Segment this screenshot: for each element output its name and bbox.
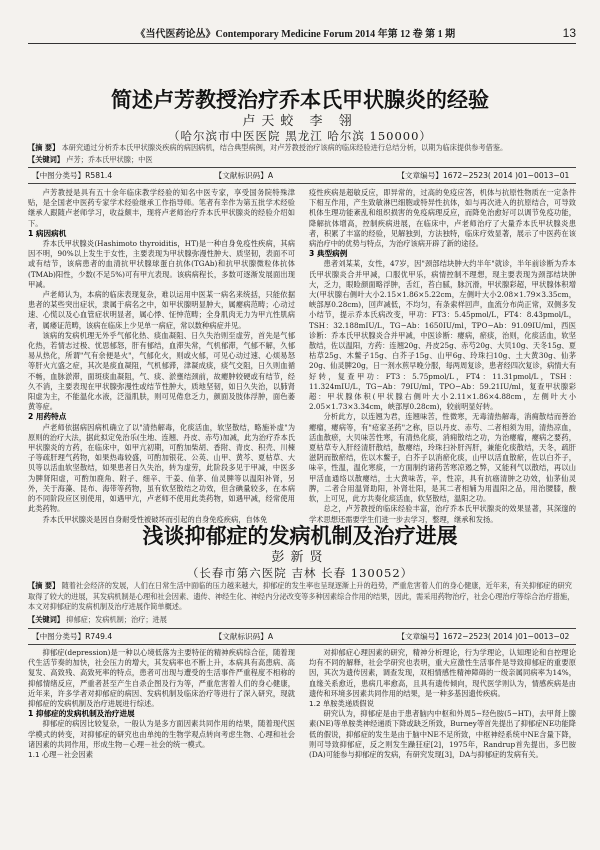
subsection-heading: 1.2 单胺类递质假说 <box>309 699 375 709</box>
article-id: 【文章编号】1672−2523( 2014 )01−0013−01 <box>397 171 570 180</box>
article2-keywords <box>28 615 576 626</box>
page-number: 13 <box>562 26 576 40</box>
keywords-text: 抑郁症；发病机制；治疗；进展 <box>66 615 167 624</box>
paragraph: 患者刘某某，女性，47岁，因"颈部结块肿大约半年"就诊，半年前诊断为乔本氏甲状腺炎合并甲减，口服优甲乐，病情控制不理想，现主要表现为颈部结块肿大，乏力，眼睑颜面略浮肿，舌红，苔白腻，脉沉滑，甲状腺彩超，甲状腺体积增大(甲状腺右侧叶大小2.15×1.86×5.22cm，左侧叶大小2.08×1.79×3.35cm，峡部厚0.28cm)，回声减低，不均匀，有条索样回声，血流分布尚正常，双侧多发小结节，提示乔本氏病改变，甲功：FT3：5.45pmol/L，FT4：8.43pmol/L，TSH：32.188mIU/L，TG−Ab：1650IU/ml，TPO−Ab：91.09IU/ml，西医诊断：乔本氏甲状腺炎合并甲减，中医诊断：瘿病，瘀痰，治则，化痰活血，软坚散结，佐以温阳，方药：连翘20g、丹皮25g、赤芍20g、大贝10g、天冬15g、夏枯草25g、木鳖子15g、白芥子15g、山甲6g、玲珠扫10g、土大黄30g、仙茅20g、仙灵脾20g，日一剂水煎早晚分服，每两周复诊，患者经四次复诊，病情大有好转，复查甲功：FT3：5.75pmol/L，FT4：11.31pmol/L，TSH：11.324mIU/L，TG−Ab：79IU/ml，TPO−Ab：59.21IU/ml，复查甲状腺彩超：甲状腺体积(甲状腺右侧叶大小2.11×1.86×4.88cm，左侧叶大小2.05×1.73×3.34cm，峡部厚0.28cm)，较前明显好转。 <box>309 259 576 412</box>
abstract-text: 随着社会经济的发展，人们在日常生活中面临的压力越来越大，抑郁症的发生率也呈现逐渐上升的趋势，严重危害着人们的身心健康，近年来，有关抑郁症的研究取得了较大的进展，其发病机制是心理和社会因素、遗传、神经生化、神经内分泌改变等多种因素综合作用的结果，因此，需采用药物治疗，社会心理治疗等综合治疗措施，本文对抑郁症的发病机制及治疗进展作简单概述。 <box>28 581 575 611</box>
paragraph: 卢老师依据病因病机确立了以"清热解毒，化痰活血，软坚散结，略施补虚"为原则的治疗大法，据此拟定免治乐(生地、连翘、丹皮、赤芍)加减，此为治疗乔本氏甲状腺炎的方药，在临床中，如甲亢初期，可酌加柴胡、香附、青皮、积壳、川楝子等疏肝理气药物，如果热毒较盛，可酌加银花、公英、山甲、黄芩、夏枯草、大贝等以活血软坚散结，如果患者日久失治，转为虚劳，此阶段多见于甲减，中医多为脾肾阳虚，可酌加鹿角、附子、细辛、干姜、仙茅、仙灵脾等以温阳补肾，另外，关于海藻、昆布、海带等药物，虽有软坚散结之功效，但含碘量较多，在本病的不同阶段应区别使用，如遇甲亢，卢老师不使用此类药物，如遇甲减，经常使用此类药物。 <box>28 422 295 514</box>
article2-abstract <box>28 581 576 613</box>
article2-affiliation: （长春市第六医院 吉林 长春 130052） <box>186 566 414 580</box>
article1-affiliation: （哈尔滨市中医医院 黑龙江 哈尔滨 150000） <box>168 129 432 143</box>
section-heading: 1 抑郁症的发病机制及治疗进展 <box>28 709 135 719</box>
article1-body <box>28 188 576 524</box>
paragraph: 乔本氏甲状腺炎是因自身耐受性被破坏而引起的自身免疫疾病，自体免 <box>42 514 268 524</box>
paragraph: 抑郁症(depression)是一种以心境低落为主要特征的精神疾病综合征，随着现代生活节奏的加快，社会压力的增大，其发病率也不断上升，本病具有高患病、高复发、高致残、高致死率的特点，患者可出现与遭受的生活事件严重程度不相称的抑郁情绪反应，严重者甚至产生自杀企图及行为等，严重危害着人们的身心健康，近年来，许多学者对抑郁症的病因、发病机制及临床治疗等进行了深入研究，现就抑郁症的发病机制及治疗进展进行综述。 <box>28 648 295 709</box>
article2-authors: 彭新贤 <box>271 550 329 565</box>
abstract-label: 【摘 要】 <box>28 581 60 590</box>
paragraph: 研究认为，抑郁症是由于患者脑内中枢和外周5−羟色胺(5−HT)，去甲肾上腺素(NE)等单胺类神经递质下降或缺乏所致，Burney等首先提出了抑郁症NE功能降低的假说，抑郁症的发生是由于脑中NE不足所致，中枢神经系统中NE含量下降，则可导致抑郁症，反之则发生躁狂症[2]，1975年，Randrup首先提出，多巴胺(DA)可能参与抑郁症的发病，有研究发现[3]，DA与抑郁症的发病有关。 <box>309 709 576 760</box>
keywords-label: 【关键词】 <box>28 615 64 624</box>
paragraph: 疫性疾病是超敏反应，即异常的，过高的免疫应答，机体与抗原性物质在一定条件下相互作用，产生致敏淋巴细胞或特异性抗体，如与再次进入的抗原结合，可导致机体生理功能紊乱和组织损害的免疫病理反应，而降免治愈好可以调节免疫功能，降解抗体增高，控制疾病进展，在临床中，卢老师治疗了大量乔本氏甲状腺炎患者，积累了丰富的经验，见解独到，方法独特，临床疗效显著，展示了中医药在该病治疗中的优势与特点，为治疗该病开辟了新的途径。 <box>309 188 576 249</box>
section-heading: 2 用药特点 <box>28 412 67 422</box>
paragraph: 卢老师认为，本病的临床表现复杂，难以运用中医某一病名来统括，只能依据患者的某些突出症状，隶属于病名之中，如甲状腺明显肿大，属瘿病范畴；心动过速、心慌以及心血管症状明显者，属心悸、怔忡范畴；全身肌肉无力为甲亢性肌病者，属痿证范畴，该病在临床上少见单一病症，常以数种病症并见。 <box>28 290 295 330</box>
article1-abstract <box>28 143 576 154</box>
paragraph: 分析此方，以连翘为君，连翘味苦，性微寒，无毒清热解毒，消痈散结而善治瘿瘤，瘿病等，有"疮家圣药"之称，臣以丹皮、赤芍、二者相须为用，清热凉血，活血散瘀，大贝味苦性寒，有清热化痰，消痈散结之功，为治瘿瘤，瘿病之要药，夏枯草专入肝经清肝散结，散瘿结，玲珠扫补肝泻肝，兼能化痰散结，天冬，疏肝滋阴而散瘀结，佐以木鳖子，白芥子以消瘀化痰，山甲以活血散瘀，佐以白芥子，味辛，性温，温化寒痰，一方面制约诸药苦寒凉遏之弊，又能利气以散结，再以山甲活血通络以散瘿结，土大黄味苦，辛，性凉，具有抗癌清肿之功效，仙茅仙灵脾，二者合用温肾助阳，补肾壮阳，是其二者相辅为用温阳之品，用治腰膝，酸软，上可见，此方共奏化痰活血，软坚散结，温阳之功。 <box>309 412 576 504</box>
keywords-text: 卢芳；乔本氏甲状腺；中医 <box>66 155 153 164</box>
paragraph: 卢芳教授是具有五十余年临床教学经验的知名中医专家，享受国务院特殊津贴，是全国老中医药专家学术经验继承工作指导师。笔者有幸作为第五批学术经验继承人跟随卢老师学习，收益颇丰，现将卢老师治疗乔本氏甲状腺炎的经验介绍如下。 <box>28 188 295 228</box>
article1-column-right <box>309 188 576 524</box>
section-heading: 1 病因病机 <box>28 228 67 238</box>
abstract-text: 本研究通过分析乔本氏甲状腺炎疾病的病因病机，结合典型病例，对卢芳教授治疗该病的临床经验进行总结分析，以期为临床提供参考借鉴。 <box>61 143 508 152</box>
abstract-label: 【摘 要】 <box>28 143 60 152</box>
article1-column-left <box>28 188 295 524</box>
paragraph: 对抑郁症心理因素的研究，精神分析理论，行为学理论，认知理论和自控理论均有不同的解释，社会学研究也表明，重大应激性生活事件是导致抑郁症的重要原因，其次为遗传因素，调查发现，双相情感性精神障碍的一级亲属同病率为14%，血缘关系愈近，患病几率愈高，且具有遗传倾向，现代医学则认为，情感疾病是由遗传和环境多因素共同作用的结果，是一种多基因遗传疾病。 <box>309 648 576 698</box>
article-id: 【文章编号】1672−2523( 2014 )01−0013−02 <box>397 632 570 641</box>
running-header <box>28 20 576 44</box>
clc-number: 【中图分类号】R749.4 <box>32 632 113 641</box>
article1-authors: 卢天蛟 李 翎 <box>242 114 358 129</box>
section-heading: 3 典型病例 <box>309 249 348 259</box>
paragraph: 乔本氏甲状腺炎(Hashimoto thyroiditis，HT)是一种自身免疫性疾病，其病因不明，90%以上发生于女性，主要表现为甲状腺弥漫性肿大、质坚韧，表面不可或有结节，该病患者的血清抗甲状腺球蛋白抗体(TGAb)和抗甲状腺微粒体抗体(TMAb)阳性，少数(不足5%)可有甲亢表现。该病病程长，多数可逐渐发展面出现甲减。 <box>28 239 295 289</box>
article2-meta <box>28 628 576 645</box>
clc-number: 【中图分类号】R581.4 <box>32 171 113 180</box>
paragraph: 该病的发病机理无外乎气郁化热、痰血凝阻、日久失治则至虚劳，首先是气郁化热，若情志过极、忧思郁怒，肝有郁结，血滞失常，气机郁滞，气郁不解，久郁易从热化，所谓"气有余便是火"，气郁化火，则或火郁，可见心动过速、心烦易怒等肝火亢盛之症，其次是痰血凝阻，气机郁滞，津凝成痰，痰气交阻，日久则血循不畅，血脉淤滞，面斑痰血凝阻，气、痰、淤壅结颈前，故瘿肿较硬或有结节，经久不消，主要表现在甲状腺弥漫性或结节性肿大，质地坚韧，如日久失治，以肺肾阳虚为主，不能温化水液，泛溢肌肤，则可见倦怠乏力，颜面及肢体浮肿，面色萎黄等症。 <box>28 330 295 412</box>
article1-title: 简述卢芳教授治疗乔本氏甲状腺炎的经验 <box>111 88 489 112</box>
subsection-heading: 1.1 心理－社会因素 <box>28 750 94 760</box>
journal-name: 《当代医药论丛》Contemporary Medicine Forum 2014 年第 12 卷 第 1 期 <box>135 29 456 40</box>
article2-body <box>28 648 576 838</box>
article1-keywords <box>28 155 576 166</box>
paragraph: 抑郁症的病因比较复杂，一般认为是多方面因素共同作用的结果，随着现代医学模式的转变，对抑郁症的研究也由单纯的生物学观点转向考虑生物、心理和社会诸因素的共同作用，形成生物－心理－社会的统一模式。 <box>28 719 295 749</box>
keywords-label: 【关键词】 <box>28 155 64 164</box>
doc-code: 【文献标识码】A <box>214 171 274 180</box>
doc-code: 【文献标识码】A <box>214 632 274 641</box>
article2-title: 浅谈抑郁症的发病机制及治疗进展 <box>142 524 458 548</box>
article1-meta <box>28 167 576 184</box>
article2-column-left <box>28 648 295 838</box>
article2-column-right <box>309 648 576 838</box>
paragraph: 总之，卢芳教授的临床经验丰富，治疗乔本氏甲状腺炎的效果显著，其深邃的学术思想还需要学生们进一步去学习，整理，继承和发扬。 <box>309 504 576 524</box>
